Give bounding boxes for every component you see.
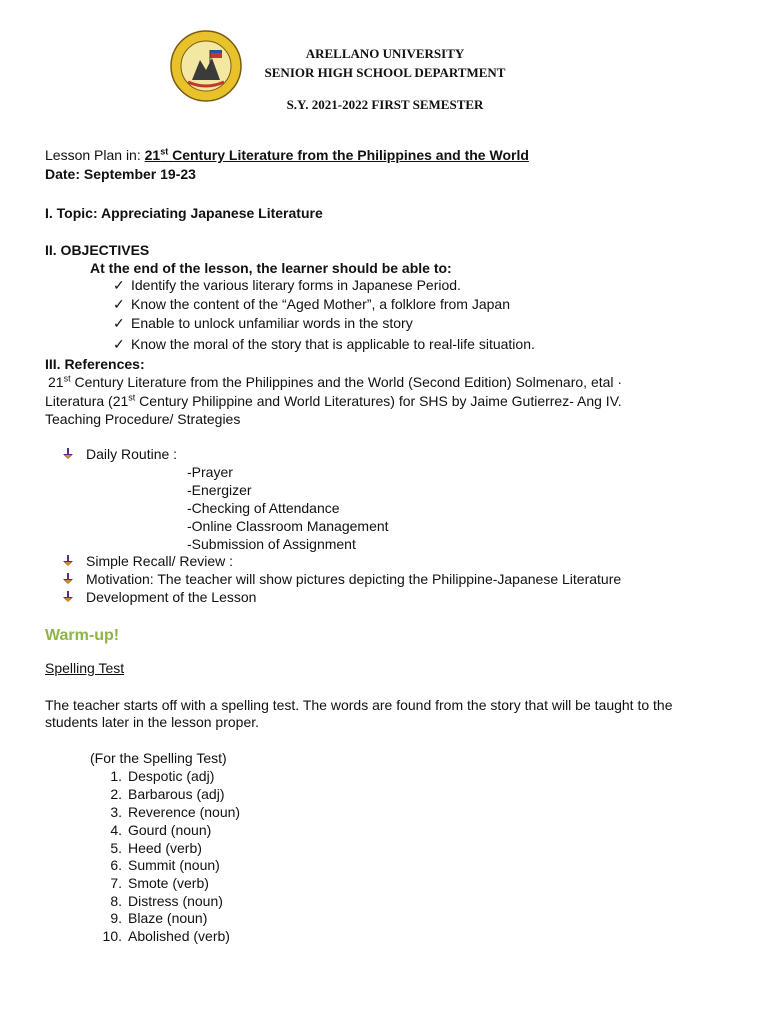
spelling-word: 3. Reverence (noun)	[110, 804, 241, 820]
teaching-procedure: Teaching Procedure/ Strategies	[45, 411, 241, 427]
reference-2: Literatura (21st Century Philippine and World Literatures) for SHS by Jaime Gutierrez- Ang IV.	[45, 392, 622, 409]
spelling-word: 8. Distress (noun)	[110, 893, 223, 909]
routine-item: -Checking of Attendance	[187, 500, 340, 516]
seal-icon	[170, 30, 242, 102]
lesson-prefix: Lesson Plan in:	[45, 147, 145, 163]
spelling-word: 6. Summit (noun)	[110, 857, 220, 873]
warmup-paragraph-line-1: The teacher starts off with a spelling test. The words are found from the story that will be taught to the	[45, 697, 673, 713]
motivation-item: Motivation: The teacher will show pictures depicting the Philippine-Japanese Literature	[62, 571, 621, 588]
arrow-bullet-icon	[62, 555, 74, 567]
spelling-word: 7. Smote (verb)	[110, 875, 209, 891]
development-item: Development of the Lesson	[62, 589, 256, 606]
warmup-title: Warm-up!	[45, 627, 120, 644]
routine-item: -Energizer	[187, 482, 252, 498]
objectives-heading: II. OBJECTIVES	[45, 242, 150, 258]
checkmark-icon: ✓	[113, 336, 125, 352]
references-heading: III. References:	[45, 356, 145, 372]
recall-item: Simple Recall/ Review :	[62, 553, 233, 570]
spelling-word: 4. Gourd (noun)	[110, 822, 212, 838]
school-year: S.Y. 2021-2022 FIRST SEMESTER	[286, 97, 484, 112]
checkmark-icon: ✓	[113, 277, 125, 293]
arrow-bullet-icon	[62, 448, 74, 460]
daily-routine-item: Daily Routine :	[62, 446, 177, 463]
routine-item: -Prayer	[187, 464, 233, 480]
spelling-test-heading: Spelling Test	[45, 660, 125, 676]
objectives-intro: At the end of the lesson, the learner should be able to:	[90, 260, 452, 276]
warmup-paragraph-line-2: students later in the lesson proper.	[45, 714, 260, 730]
routine-item: -Online Classroom Management	[187, 518, 389, 534]
objective-item: ✓ Know the moral of the story that is applicable to real-life situation.	[113, 336, 535, 352]
lesson-date: Date: September 19-23	[45, 166, 196, 182]
objective-item: ✓ Know the content of the “Aged Mother”, a folklore from Japan	[113, 296, 510, 312]
checkmark-icon: ✓	[113, 296, 125, 312]
checkmark-icon: ✓	[113, 315, 125, 331]
reference-1: 21st Century Literature from the Philippines and the World (Second Edition) Solmenaro, etal ·	[48, 373, 623, 390]
spelling-word: 5. Heed (verb)	[110, 840, 202, 856]
department-name: SENIOR HIGH SCHOOL DEPARTMENT	[264, 65, 506, 80]
spelling-word: 2. Barbarous (adj)	[110, 786, 225, 802]
objective-item: ✓ Enable to unlock unfamiliar words in the story	[113, 315, 413, 331]
spelling-word: 9. Blaze (noun)	[110, 910, 208, 926]
routine-item: -Submission of Assignment	[187, 536, 356, 552]
spelling-list-title: (For the Spelling Test)	[90, 750, 227, 766]
arrow-bullet-icon	[62, 573, 74, 585]
university-seal	[170, 30, 242, 102]
spelling-word: 1. Despotic (adj)	[110, 768, 215, 784]
lesson-subject: 21st Century Literature from the Philippines and the World	[144, 146, 529, 163]
university-name: ARELLANO UNIVERSITY	[305, 46, 465, 61]
topic-heading: I. Topic: Appreciating Japanese Literature	[45, 205, 323, 221]
objective-item: ✓ Identify the various literary forms in Japanese Period.	[113, 277, 461, 293]
lesson-plan-line	[45, 147, 529, 164]
spelling-word: 10. Abolished (verb)	[102, 928, 230, 944]
arrow-bullet-icon	[62, 591, 74, 603]
